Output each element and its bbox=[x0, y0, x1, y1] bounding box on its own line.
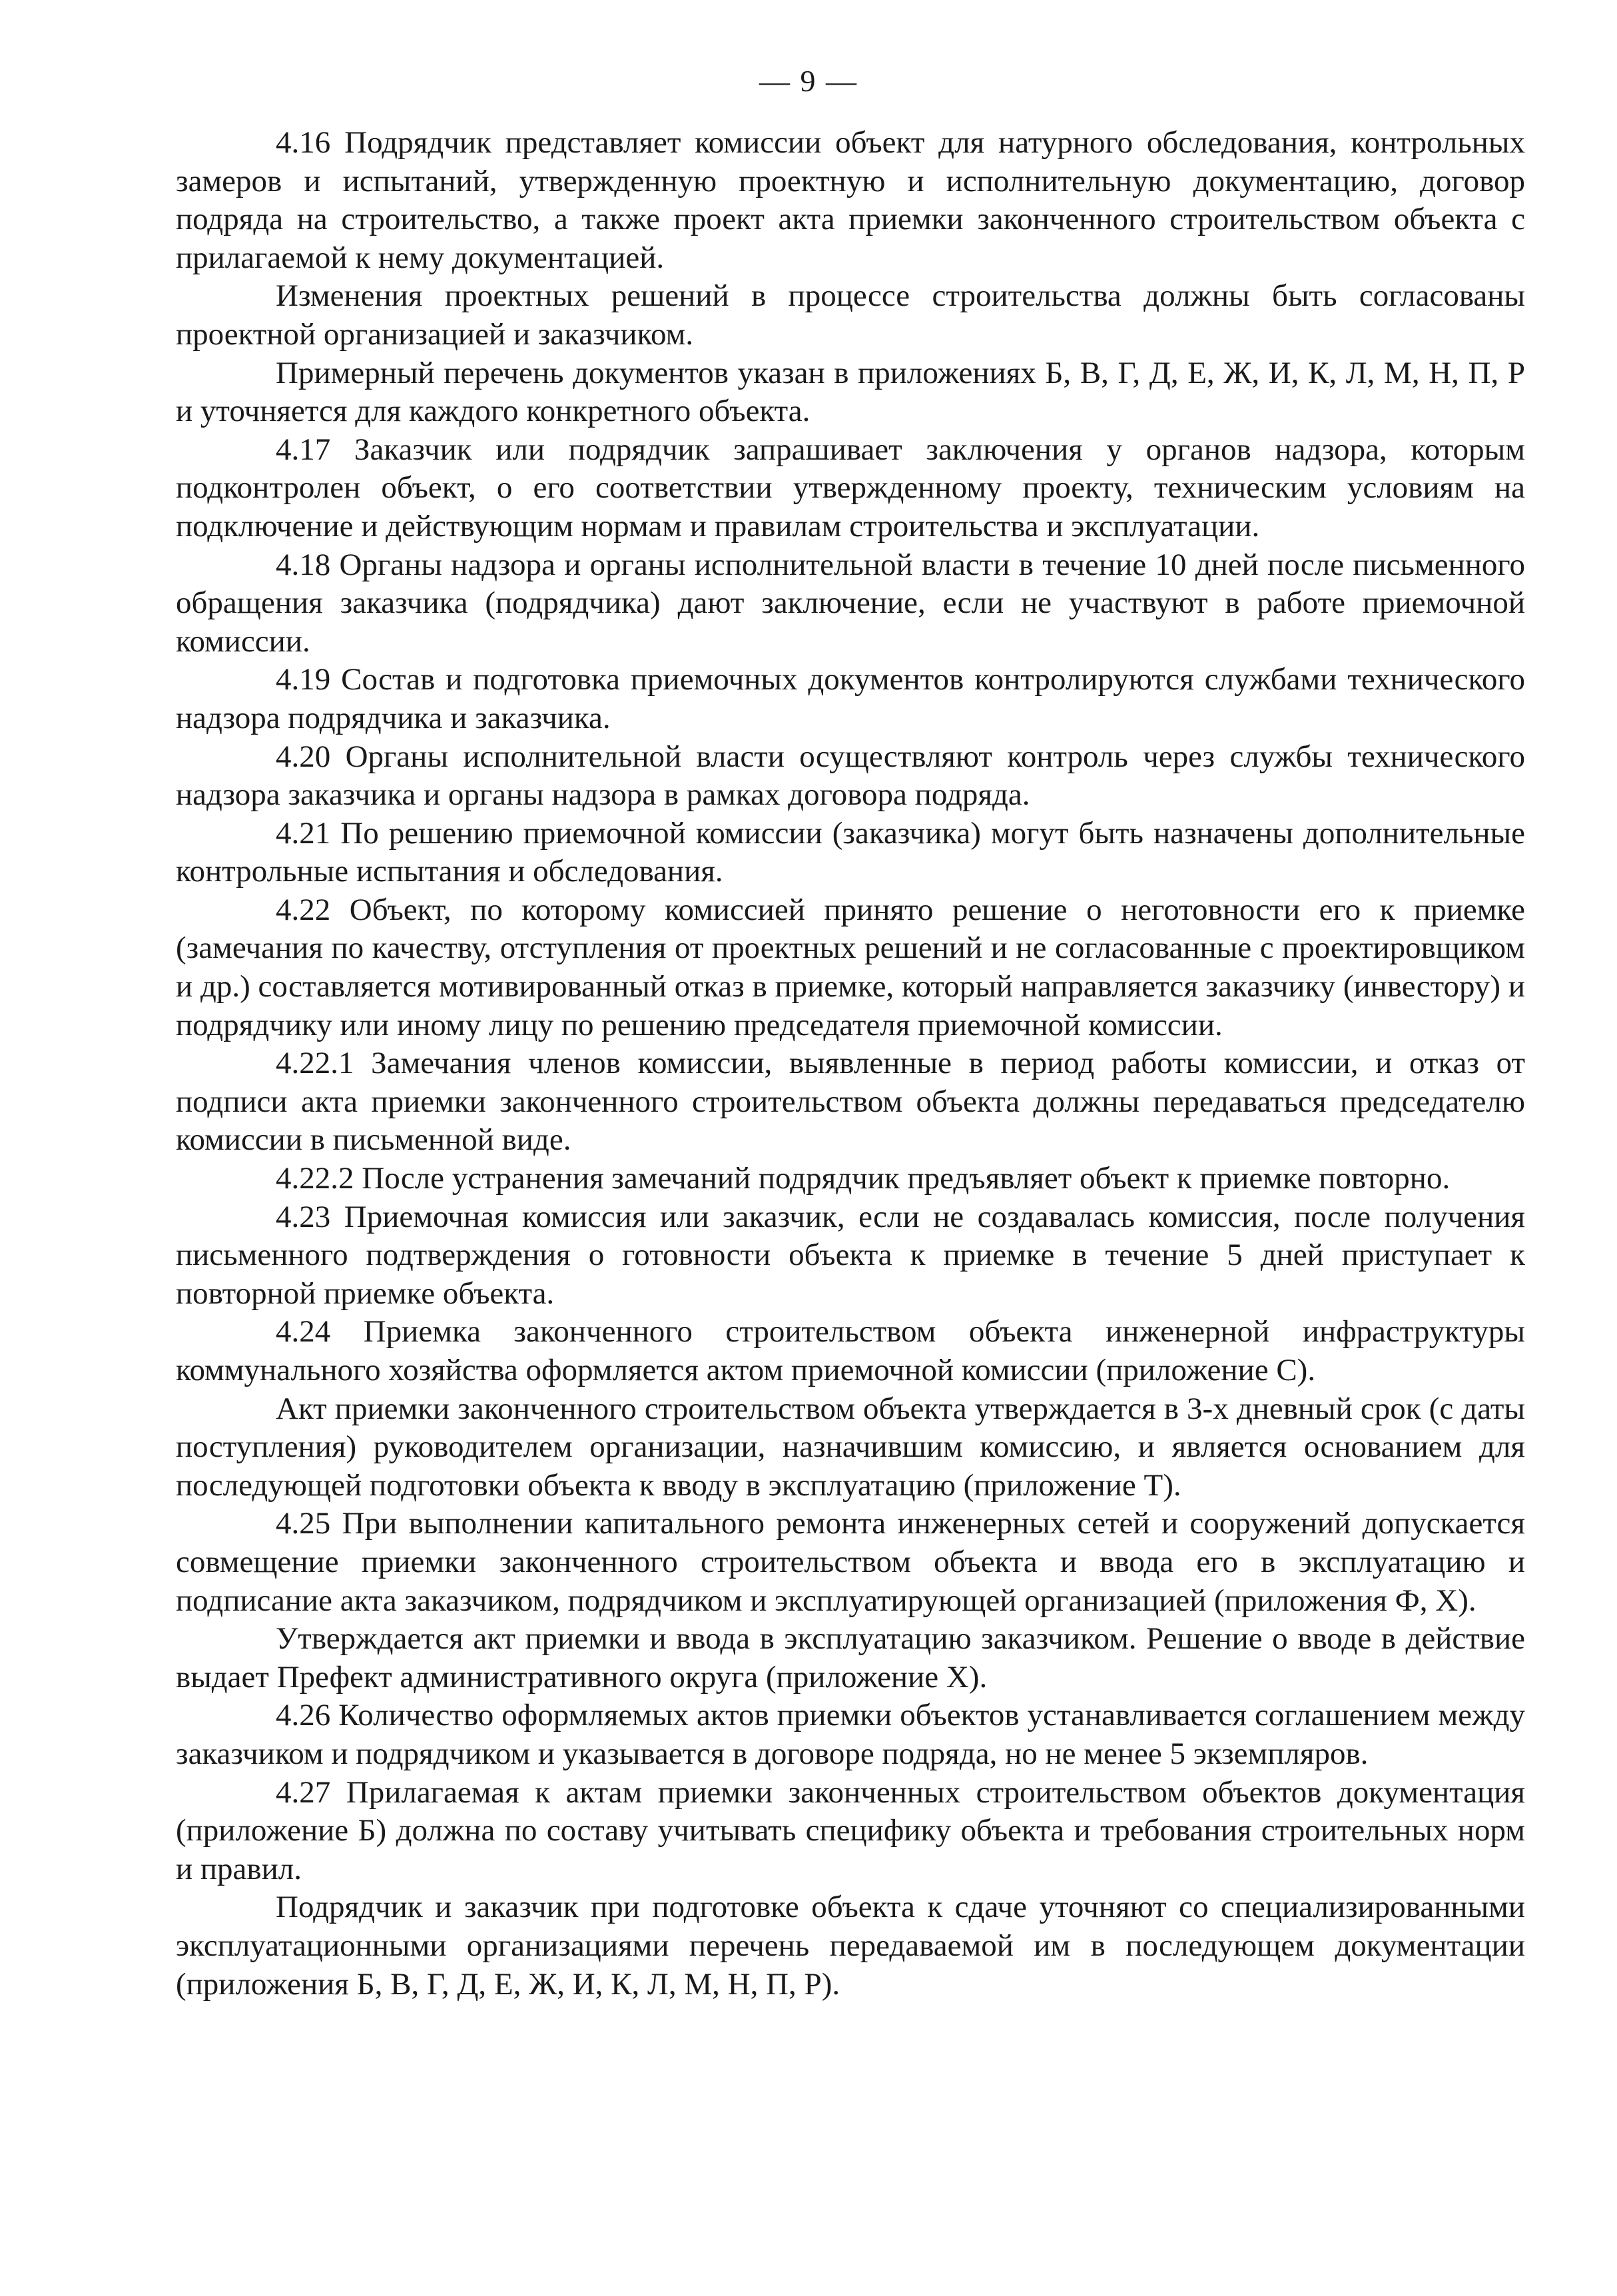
paragraph-4-23: 4.23 Приемочная комиссия или заказчик, если не создавалась комиссия, после получения письменного подтверждения о готовности объекта к приемке в течение 5 дней приступает к повторной приемке объекта. bbox=[176, 1199, 1525, 1311]
paragraph-4-22: 4.22 Объект, по которому комиссией принято решение о неготовности его к приемке (замечания по качеству, отступления от проектных решений и не согласованные с проектировщиком и др.) составляется мотивированный отказ в приемке, который направляется заказчику (инвестору) и подрядчику или иному лицу по решению председателя приемочной комиссии. bbox=[176, 892, 1525, 1042]
paragraph-design-changes: Изменения проектных решений в процессе строительства должны быть согласованы проектной организацией и заказчиком. bbox=[176, 278, 1525, 352]
paragraph-4-26: 4.26 Количество оформляемых актов приемки объектов устанавливается соглашением между заказчиком и подрядчиком и указывается в договоре подряда, но не менее 5 экземпляров. bbox=[176, 1698, 1525, 1771]
paragraph-4-20: 4.20 Органы исполнительной власти осуществляют контроль через службы технического надзора заказчика и органы надзора в рамках договора подряда. bbox=[176, 739, 1525, 813]
paragraph-4-16: 4.16 Подрядчик представляет комиссии объект для натурного обследования, контрольных замеров и испытаний, утвержденную проектную и исполнительную документацию, договор подряда на строительство, а также проект акта приемки законченного строительством объекта с прилагаемой к нему документацией. bbox=[176, 125, 1525, 275]
page-number: — 9 — bbox=[759, 64, 858, 98]
paragraph-4-22-2: 4.22.2 После устранения замечаний подрядчик предъявляет объект к приемке повторно. bbox=[276, 1161, 1451, 1196]
paragraph-act-approval: Акт приемки законченного строительством объекта утверждается в 3-х дневный срок (с даты поступления) руководителем организации, назначившим комиссию, и является основанием для последующей подготовки объекта к вводу в эксплуатацию (приложение Т). bbox=[176, 1391, 1525, 1503]
paragraph-4-25: 4.25 При выполнении капитального ремонта инженерных сетей и сооружений допускается совмещение приемки законченного строительством объекта и ввода его в эксплуатацию и подписание акта заказчиком, подрядчиком и эксплуатирующей организацией (приложения Ф, Х). bbox=[176, 1506, 1525, 1618]
paragraph-act-commissioning: Утверждается акт приемки и ввода в эксплуатацию заказчиком. Решение о вводе в действие выдает Префект административного округа (приложение Х). bbox=[176, 1621, 1525, 1695]
paragraph-4-24: 4.24 Приемка законченного строительством объекта инженерной инфраструктуры коммунального хозяйства оформляется актом приемочной комиссии (приложение С). bbox=[176, 1314, 1525, 1387]
paragraph-4-19: 4.19 Состав и подготовка приемочных документов контролируются службами технического надзора подрядчика и заказчика. bbox=[176, 662, 1525, 735]
paragraph-4-21: 4.21 По решению приемочной комиссии (заказчика) могут быть назначены дополнительные контрольные испытания и обследования. bbox=[176, 815, 1525, 889]
paragraph-4-27: 4.27 Прилагаемая к актам приемки законченных строительством объектов документация (приложение Б) должна по составу учитывать специфику объекта и требования строительных норм и правил. bbox=[176, 1774, 1525, 1886]
paragraph-documents-list: Примерный перечень документов указан в приложениях Б, В, Г, Д, Е, Ж, И, К, Л, М, Н, П, Р и уточняется для каждого конкретного объекта. bbox=[176, 355, 1525, 429]
paragraph-4-17: 4.17 Заказчик или подрядчик запрашивает заключения у органов надзора, которым подконтролен объект, о его соответствии утвержденному проекту, техническим условиям на подключение и действующим нормам и правилам строительства и эксплуатации. bbox=[176, 432, 1525, 544]
paragraph-4-22-1: 4.22.1 Замечания членов комиссии, выявленные в период работы комиссии, и отказ от подписи акта приемки законченного строительством объекта должны передаваться председателю комиссии в письменной виде. bbox=[176, 1046, 1525, 1158]
paragraph-handover-docs: Подрядчик и заказчик при подготовке объекта к сдаче уточняют со специализированными эксплуатационными организациями перечень передаваемой им в последующем документации (приложения Б, В, Г, Д, Е, Ж, И, К, Л, М, Н, П, Р). bbox=[176, 1890, 1525, 2002]
paragraph-4-18: 4.18 Органы надзора и органы исполнительной власти в течение 10 дней после письменного обращения заказчика (подрядчика) дают заключение, если не участвуют в работе приемочной комиссии. bbox=[176, 547, 1525, 659]
document-body bbox=[176, 124, 1525, 2004]
